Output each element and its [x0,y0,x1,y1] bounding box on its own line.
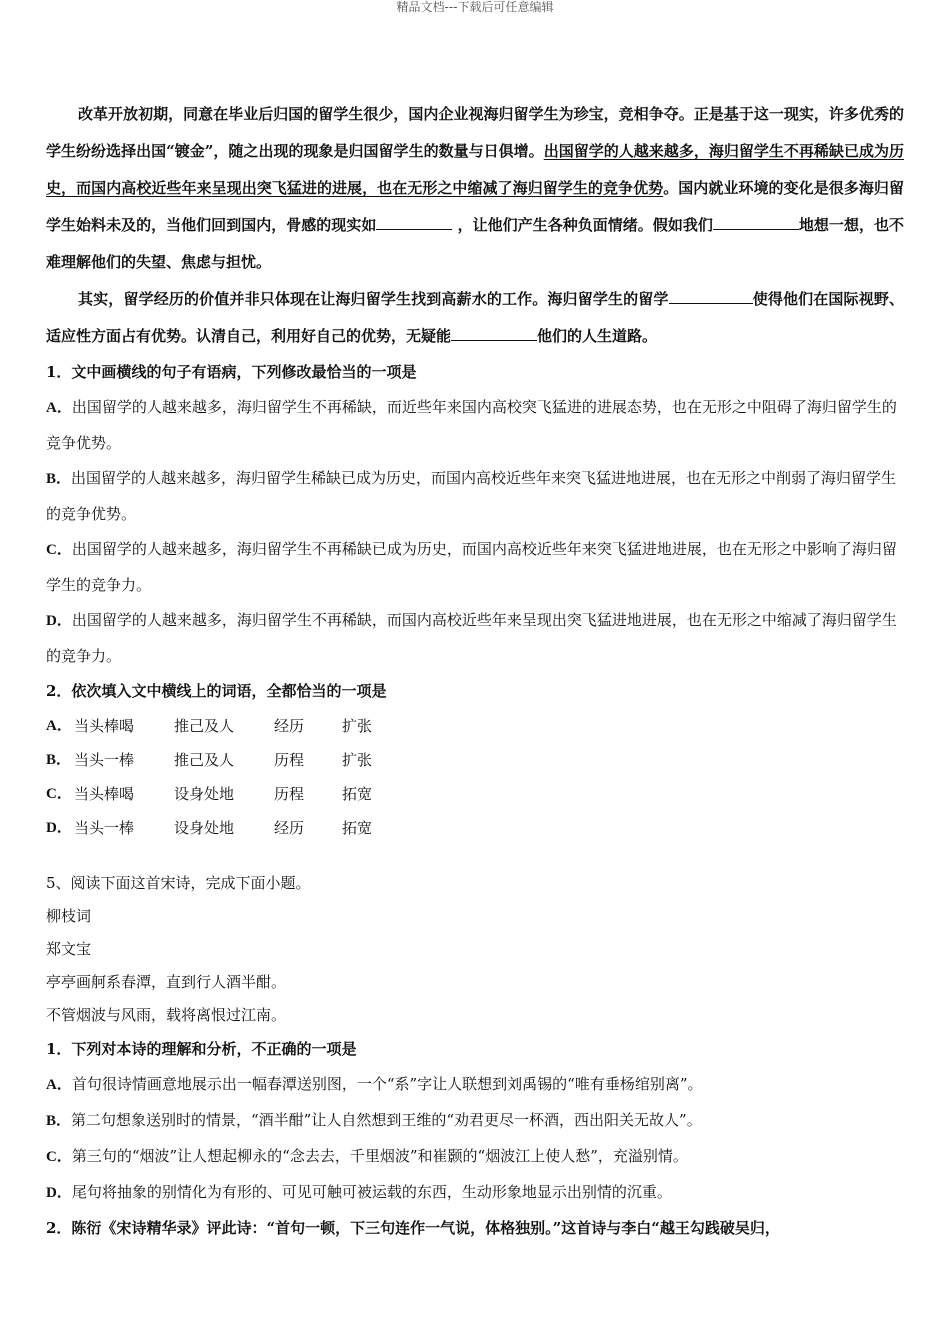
question-1-option-b[interactable] [46,461,904,532]
option-word: 当头棒喝 [74,717,135,735]
question-2-option-c[interactable] [46,777,904,811]
page-header: 精品文档---下载后可任意编辑 [396,0,554,14]
section-5-question-2-stem: 2．陈衍《宋诗精华录》评此诗：“首句一顿，下三句连作一气说，体格独别。”这首诗与李白“越王勾践破吴归， [46,1219,780,1237]
option-word: 当头棒喝 [74,785,135,803]
passage-text: 。国内就业环境的变化是很多海归留学生始料未及的，当他们回到国内，骨感的现实如 [46,179,904,234]
blank-2 [713,211,799,230]
blank-1 [376,211,452,230]
option-word: 历程 [274,785,305,803]
option-letter: C． [46,542,72,558]
section-spacer [46,845,904,867]
option-letter: B． [46,471,72,487]
passage-text: 其实，留学经历的价值并非只体现在让海归留学生找到高薪水的工作。海归留学生的留学 [78,290,669,308]
underlined-sentence: 出国留学的人越来越多，海归留学生不再稀缺已成为历史，而国内高校近些年来呈现出突飞猛进的进展，也在无形之中缩减了海归留学生的竞争优势 [46,142,904,197]
option-text: 出国留学的人越来越多，海归留学生不再稀缺，而近些年来国内高校突飞猛进的进展态势，也在无形之中阻碍了海归留学生的竞争优势。 [46,398,897,452]
option-word: 设身处地 [174,819,235,837]
question-2-option-b[interactable] [46,743,904,777]
poem-line-2: 不管烟波与风雨，载将离恨过江南。 [46,1006,287,1024]
option-text: 出国留学的人越来越多，海归留学生稀缺已成为历史，而国内高校近些年来突飞猛进地进展，也在无形之中削弱了海归留学生的竞争优势。 [46,469,897,523]
option-word: 拓宽 [342,819,373,837]
option-text: 首句很诗情画意地展示出一幅春潭送别图，一个“系”字让人联想到刘禹锡的“唯有垂杨绾别离”。 [71,1075,703,1093]
option-letter: D． [46,613,72,629]
option-text: 出国留学的人越来越多，海归留学生不再稀缺已成为历史，而国内高校近些年来突飞猛进地进展，也在无形之中影响了海归留学生的竞争力。 [46,540,897,594]
passage-paragraph-2 [46,281,904,355]
option-word: 经历 [274,819,305,837]
option-letter: A． [46,400,72,416]
blank-4 [451,322,537,341]
question-1-option-d[interactable] [46,603,904,674]
option-letter: D． [46,1185,72,1201]
section-5-question-1-option-b[interactable] [46,1103,904,1139]
question-2-option-d[interactable] [46,811,904,845]
option-word: 经历 [274,717,305,735]
option-word: 设身处地 [174,785,235,803]
passage-text: 改革开放初期，同意在毕业后归国的留学生很少，国内企业视海归留学生为珍宝，竞相争夺。正是基于这一现实，许多优秀的学生纷纷选择出国“镀金”，随之出现的现象是归国留学生的数量与日俱增。 [46,105,904,160]
option-letter: C． [46,1149,72,1165]
document-body [46,96,904,1246]
poem-title: 柳枝词 [46,907,92,925]
passage-text: ，让他们产生各种负面情绪。假如我们 [452,216,713,234]
option-letter: B． [46,752,72,768]
question-1-option-c[interactable] [46,532,904,603]
option-word: 历程 [274,751,305,769]
option-text: 第二句想象送别时的情景，“酒半酣”让人自然想到王维的“劝君更尽一杯酒，西出阳关无故人”。 [71,1111,702,1129]
option-word: 拓宽 [342,785,373,803]
option-word: 推己及人 [174,751,235,769]
option-word: 扩张 [342,751,373,769]
question-2-stem: 2．依次填入文中横线上的词语，全都恰当的一项是 [46,682,387,700]
option-word: 当头一棒 [74,819,135,837]
passage-paragraph-1 [46,96,904,281]
section-5-question-1-option-c[interactable] [46,1139,904,1175]
blank-3 [669,285,753,304]
option-word: 推己及人 [174,717,235,735]
option-text: 第三句的“烟波”让人想起柳永的“念去去，千里烟波”和崔颢的“烟波江上使人愁”，充溢别情。 [71,1147,688,1165]
section-5-question-1-option-a[interactable] [46,1067,904,1103]
passage-text: 他们的人生道路。 [537,327,658,345]
section-5-intro: 5、阅读下面这首宋诗，完成下面小题。 [46,874,311,892]
option-letter: D． [46,820,72,836]
option-letter: C． [46,786,72,802]
question-1-stem: 1．文中画横线的句子有语病，下列修改最恰当的一项是 [46,363,417,381]
question-2-option-a[interactable] [46,709,904,743]
question-1-option-a[interactable] [46,390,904,461]
option-text: 出国留学的人越来越多，海归留学生不再稀缺，而国内高校近些年来呈现出突飞猛进地进展，也在无形之中缩减了海归留学生的竞争力。 [46,611,897,665]
passage-text: 地想一想，也不难理解他们的失望、焦虑与担忧。 [46,216,904,271]
poem-author: 郑文宝 [46,940,92,958]
option-word: 扩张 [342,717,373,735]
option-letter: A． [46,718,72,734]
option-letter: B． [46,1113,72,1129]
passage-text: 使得他们在国际视野、适应性方面占有优势。认清自己，利用好自己的优势，无疑能 [46,290,904,345]
section-5-question-1-stem: 1．下列对本诗的理解和分析，不正确的一项是 [46,1040,357,1058]
poem-line-1: 亭亭画舸系春潭，直到行人酒半酣。 [46,973,287,991]
option-word: 当头一棒 [74,751,135,769]
section-5-question-1-option-d[interactable] [46,1175,904,1211]
option-letter: A． [46,1077,72,1093]
option-text: 尾句将抽象的别情化为有形的、可见可触可被运载的东西，生动形象地显示出别情的沉重。 [71,1183,672,1201]
